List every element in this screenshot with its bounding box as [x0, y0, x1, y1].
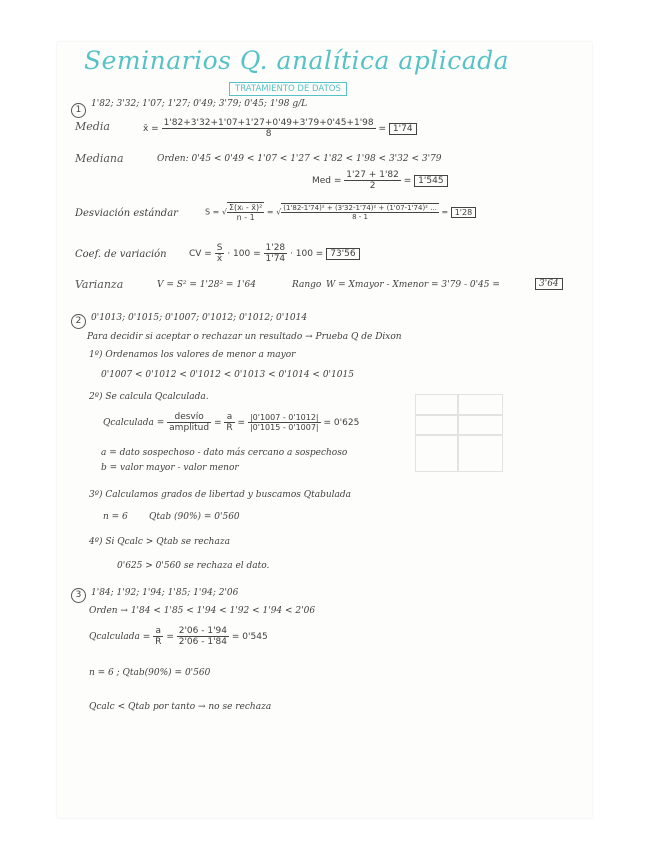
q-calc-value-numerator: |0'1007 - 0'1012| [249, 413, 319, 422]
q-calc-symbol-denominator: R [226, 423, 233, 433]
media-equals: = [378, 124, 387, 134]
exercise-3-symbol-fraction [153, 626, 163, 647]
median-formula [312, 170, 448, 191]
q-calc-symbol-numerator: a [224, 412, 234, 423]
std-dev-equals-2: = [441, 207, 449, 217]
rango-result: 3'64 [535, 278, 563, 290]
definition-b: b = valor mayor - valor menor [101, 463, 239, 473]
cv-result: 73'56 [326, 248, 359, 260]
exercise-1-data: 1'82; 3'32; 1'07; 1'27; 0'49; 3'79; 0'45; 1'98 g/L [91, 99, 308, 109]
varianza-expr: V = S² = 1'28² = 1'64 [157, 280, 256, 290]
std-dev-general-fraction [227, 202, 264, 222]
q-calc-equals: = [213, 418, 222, 428]
exercise-3-q-calc-formula [89, 626, 268, 647]
bleed-through-line [457, 394, 459, 472]
section-subtitle: TRATAMIENTO DE DATOS [229, 82, 347, 96]
std-dev-equals: = [266, 207, 274, 217]
exercise-3-symbol-denominator: R [155, 637, 162, 647]
q-calc-value-fraction [248, 413, 321, 432]
exercise-3-q-calc-equals-2: = [166, 632, 174, 642]
media-label: Media [75, 120, 110, 133]
exercise-3-q-calc-label: Qcalculada [89, 632, 140, 642]
q-calc-word-denominator: amplitud [169, 423, 210, 433]
varianza-label: Varianza [75, 278, 124, 291]
bleed-through-line [415, 414, 503, 416]
step-4: 4º) Si Qcalc > Qtab se rechaza [89, 537, 230, 547]
std-dev-substituted-denominator: 8 - 1 [352, 213, 369, 221]
exercise-3-value-denominator: 2'06 - 1'84 [178, 637, 228, 647]
q-calc-word-numerator: desvío [167, 412, 211, 423]
exercise-number-circle: 1 [71, 103, 86, 118]
degrees-of-freedom: n = 6 [103, 512, 128, 522]
step-2: 2º) Se calcula Qcalculada. [89, 392, 209, 402]
exercise-2-number [71, 310, 86, 329]
q-calc-equals-2: = [237, 418, 246, 428]
exercise-3-q-calc-result: = 0'545 [231, 632, 268, 642]
cv-denominator: 1'74 [265, 254, 286, 264]
exercise-number-circle: 2 [71, 314, 86, 329]
std-dev-general-denominator: n - 1 [236, 213, 255, 222]
media-fraction [162, 118, 376, 139]
q-tab-value: Qtab (90%) = 0'560 [149, 512, 240, 522]
exercise-3-value-numerator: 2'06 - 1'94 [178, 626, 228, 636]
cv-general-denominator: x̄ [216, 254, 223, 264]
definition-a: a = dato sospechoso - dato más cercano a sospechoso [101, 448, 348, 458]
exercise-3-n-qtab: n = 6 ; Qtab(90%) = 0'560 [89, 668, 211, 678]
cv-times-100: · 100 = [227, 249, 261, 259]
q-calc-result: = 0'625 [323, 418, 360, 428]
media-formula [143, 118, 417, 139]
notebook-page [57, 42, 592, 818]
std-dev-lhs: S = [205, 207, 220, 217]
q-calc-label: Qcalculada = [103, 418, 165, 428]
std-dev-substituted-fraction [281, 203, 439, 221]
cv-numerator: 1'28 [265, 243, 286, 253]
std-dev-result: 1'28 [451, 207, 476, 218]
mediana-order: Orden: 0'45 < 0'49 < 1'07 < 1'27 < 1'82 < 1'98 < 3'32 < 3'79 [157, 154, 442, 164]
median-numerator: 1'27 + 1'82 [346, 170, 399, 180]
exercise-number-circle: 3 [71, 588, 86, 603]
ordered-values: 0'1007 < 0'1012 < 0'1012 < 0'1013 < 0'1014 < 0'1015 [101, 370, 354, 380]
cv-label: Coef. de variación [75, 249, 167, 260]
std-dev-general-numerator: Σ(xᵢ - x̄)² [228, 203, 263, 212]
exercise-2-data: 0'1013; 0'1015; 0'1007; 0'1012; 0'1012; 0'1014 [91, 313, 308, 323]
median-fraction [344, 170, 401, 191]
media-lhs: x̄ = [143, 124, 159, 134]
exercise-3-conclusion: Qcalc < Qtab por tanto → no se rechaza [89, 702, 272, 712]
median-result: 1'545 [414, 175, 447, 187]
rango-label: Rango [292, 280, 322, 290]
mediana-label: Mediana [75, 152, 124, 165]
exercise-3-order: Orden → 1'84 < 1'85 < 1'94 < 1'92 < 1'94 < 2'06 [89, 606, 316, 616]
median-equals: = [403, 176, 412, 186]
bleed-through-table [415, 394, 503, 472]
cv-lhs: CV = [189, 249, 212, 259]
q-calc-formula [103, 412, 359, 433]
desviacion-label: Desviación estándar [75, 208, 178, 219]
exercise-3-q-calc-equals: = [142, 632, 151, 642]
exercise-3-data: 1'84; 1'92; 1'94; 1'85; 1'94; 2'06 [91, 588, 239, 598]
step-3: 3º) Calculamos grados de libertad y buscamos Qtabulada [89, 490, 352, 500]
bleed-through-line [415, 434, 503, 436]
sqrt-sign: √ [276, 207, 282, 217]
exercise-2-intro: Para decidir si aceptar o rechazar un resultado → Prueba Q de Dixon [87, 332, 402, 342]
std-dev-formula [205, 202, 476, 222]
median-lhs: Med = [312, 176, 342, 186]
rango-expr: W = Xmayor - Xmenor = 3'79 - 0'45 = [326, 280, 500, 290]
cv-formula [189, 243, 360, 264]
cv-general-fraction [215, 243, 225, 264]
step-1: 1º) Ordenamos los valores de menor a mayor [89, 350, 296, 360]
q-calc-word-fraction [167, 412, 211, 433]
cv-general-numerator: S [216, 243, 223, 253]
median-denominator: 2 [369, 181, 376, 191]
sqrt-sign: √ [221, 207, 227, 217]
q-calc-value-denominator: |0'1015 - 0'1007| [249, 423, 319, 432]
exercise-3-value-fraction [177, 626, 229, 647]
media-numerator: 1'82+3'32+1'07+1'27+0'49+3'79+0'45+1'98 [163, 118, 374, 128]
cv-fraction [264, 243, 288, 264]
cv-times-100-2: · 100 = [290, 249, 324, 259]
exercise-3-symbol-numerator: a [153, 626, 163, 637]
media-result: 1'74 [389, 123, 417, 135]
std-dev-substituted-numerator: (1'82-1'74)² + (3'32-1'74)² + (1'07-1'74)² ... [283, 204, 437, 212]
exercise-2-conclusion: 0'625 > 0'560 se rechaza el dato. [117, 561, 270, 571]
q-calc-symbol-fraction [224, 412, 234, 433]
exercise-1-number [71, 99, 86, 118]
media-denominator: 8 [265, 129, 272, 139]
exercise-3-number [71, 584, 86, 603]
page-title: Seminarios Q. analítica aplicada [84, 46, 510, 75]
